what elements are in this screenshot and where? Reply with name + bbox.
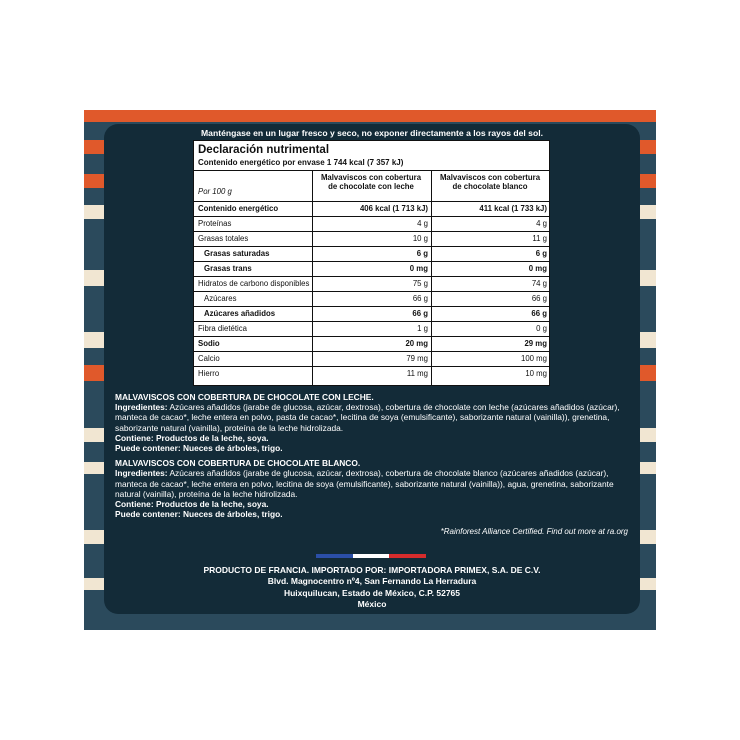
flag-blue (316, 554, 353, 558)
address-line: México (357, 598, 387, 609)
row-value: 0 g (536, 324, 547, 333)
row-value: 411 kcal (1 733 kJ) (479, 204, 547, 213)
flag-red (389, 554, 426, 558)
french-flag-stripe (316, 554, 426, 558)
row-value: 79 mg (406, 354, 428, 363)
flag-white (353, 554, 390, 558)
row-value: 66 g (412, 309, 428, 318)
row-value: 29 mg (524, 339, 547, 348)
table-row (194, 276, 549, 291)
rainforest-note: *Rainforest Alliance Certified. Find out more at ra.org (440, 527, 628, 536)
product2-ingredients-label: Ingredientes: (115, 468, 168, 479)
row-value: 10 g (412, 234, 428, 243)
row-value: 11 mg (406, 369, 428, 378)
table-row (194, 306, 549, 321)
table-row (194, 231, 549, 246)
product1-contains: Contiene: Productos de la leche, soya. (115, 432, 269, 443)
table-row (194, 216, 549, 231)
row-value: 74 g (531, 279, 547, 288)
row-label: Azúcares (204, 294, 237, 303)
product2-may-contain: Puede contener: Nueces de árboles, trigo. (115, 509, 283, 520)
row-label: Fibra dietética (198, 324, 247, 333)
product1-title: MALVAVISCOS CON COBERTURA DE CHOCOLATE CON LECHE. (115, 392, 374, 402)
row-value: 66 g (531, 309, 547, 318)
row-label: Calcio (198, 354, 220, 363)
address-line: Huixquilucan, Estado de México, C.P. 52765 (283, 587, 461, 598)
row-value: 11 g (532, 234, 547, 243)
row-value: 66 g (531, 294, 547, 303)
row-value: 1 g (417, 324, 428, 333)
divider (194, 170, 549, 171)
row-label: Grasas totales (198, 234, 249, 243)
product1-ingredients-label: Ingredientes: (115, 402, 168, 413)
table-row (194, 336, 549, 351)
column-header-milk (312, 173, 430, 191)
row-label: Hidratos de carbono disponibles (198, 279, 310, 288)
package-stripe (84, 110, 656, 122)
row-label: Grasas saturadas (204, 249, 270, 258)
row-value: 75 g (412, 279, 428, 288)
table-row (194, 246, 549, 261)
importer-address (104, 565, 640, 610)
storage-note: Manténgase en un lugar fresco y seco, no exponer directamente a los rayos del sol. (201, 128, 543, 138)
table-row (194, 351, 549, 366)
column-header-line: Malvaviscos con cobertura (439, 173, 541, 182)
table-row (194, 321, 549, 336)
row-label: Sodio (198, 339, 220, 348)
table-row (194, 291, 549, 306)
row-label: Hierro (198, 369, 220, 378)
table-row (194, 366, 549, 381)
table-row (194, 201, 549, 216)
product2-title: MALVAVISCOS CON COBERTURA DE CHOCOLATE BLANCO. (115, 458, 361, 469)
row-value: 6 g (535, 249, 547, 258)
row-value: 4 g (417, 219, 428, 228)
product1-ingredients: Azúcares añadidos (jarabe de glucosa, azúcar, dextrosa), cobertura de chocolate con leche (azúcares añadidos (azúcar), manteca de cacao*, leche entera en polvo, pasta de cacao*, lecitina de soya (emulsificante), saborizante natural (vainilla)), grenetina, saborizante natural (vainilla), proteína de la leche hidrolizada. (115, 402, 620, 433)
column-header-line: Malvaviscos con cobertura (320, 173, 422, 182)
row-label: Azúcares añadidos (204, 309, 276, 318)
product1-may-contain: Puede contener: Nueces de árboles, trigo. (115, 443, 283, 454)
row-value: 0 mg (528, 264, 547, 273)
address-line: Blvd. Magnocentro nº4, San Fernando La Herradura (267, 576, 477, 587)
row-value: 406 kcal (1 713 kJ) (359, 204, 428, 213)
per-100g-label: Por 100 g (198, 187, 232, 196)
row-label: Proteínas (198, 219, 232, 228)
energy-per-pack: Contenido energético por envase 1 744 kcal (7 357 kJ) (198, 158, 404, 167)
column-header-line: de chocolate con leche (328, 182, 414, 191)
row-value: 20 mg (405, 339, 428, 348)
product2-contains: Contiene: Productos de la leche, soya. (115, 499, 269, 510)
row-label: Contenido energético (198, 204, 279, 213)
row-label: Grasas trans (204, 264, 252, 273)
column-header-line: de chocolate blanco (452, 182, 528, 191)
row-value: 6 g (416, 249, 428, 258)
nutrition-table (193, 140, 550, 386)
row-value: 0 mg (409, 264, 428, 273)
ingredients-section (115, 392, 635, 519)
row-value: 66 g (412, 294, 428, 303)
product2-ingredients: Azúcares añadidos (jarabe de glucosa, azúcar, dextrosa), cobertura de chocolate blanco (azúcares añadidos (azúcar), manteca de cacao*, leche entera en polvo, lecitina de soya (emulsificante), saborizante natural (vainilla)), agua, grenetina, saborizante natural (vainilla), proteína de la leche hidrolizada. (115, 468, 614, 499)
row-value: 4 g (536, 219, 547, 228)
column-header-white (431, 173, 549, 191)
row-value: 10 mg (525, 369, 547, 378)
table-row (194, 261, 549, 276)
nutrition-title: Declaración nutrimental (198, 144, 330, 156)
row-value: 100 mg (520, 354, 547, 363)
address-line: PRODUCTO DE FRANCIA. IMPORTADO POR: IMPORTADORA PRIMEX, S.A. DE C.V. (203, 565, 541, 575)
